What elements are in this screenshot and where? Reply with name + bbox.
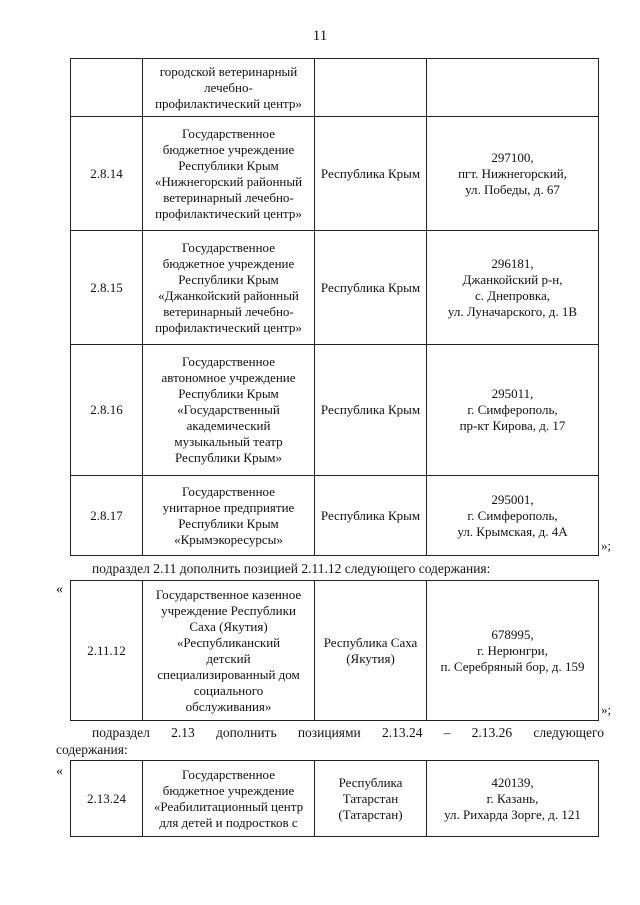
- institution-name-cell: Государственное автономное учреждение Республики Крым «Государственный академический музыкальный театр Республики Крым»: [143, 345, 315, 476]
- institution-name-cell: Государственное бюджетное учреждение Республики Крым «Нижнегорский районный ветеринарный лечебно- профилактический центр»: [143, 117, 315, 231]
- opening-quote: «: [56, 582, 63, 597]
- address-cell: 296181, Джанкойский р-н, с. Днепровка, ул. Луначарского, д. 1В: [427, 231, 599, 345]
- region-cell: Республика Крым: [315, 476, 427, 556]
- table-row: [71, 761, 599, 837]
- table-row: [71, 345, 599, 476]
- amendment-paragraph: подраздел 2.11 дополнить позицией 2.11.12 следующего содержания:: [92, 561, 491, 576]
- region-cell: Республика Крым: [315, 117, 427, 231]
- region-cell: Республика Саха (Якутия): [315, 581, 427, 721]
- closing-quote: »;: [601, 702, 612, 717]
- position-number-cell: [71, 59, 143, 117]
- table-row: [71, 476, 599, 556]
- institutions-table-continued: [70, 58, 599, 556]
- position-number-cell: 2.8.15: [71, 231, 143, 345]
- address-cell: 295011, г. Симферополь, пр-кт Кирова, д. 17: [427, 345, 599, 476]
- address-cell: 420139, г. Казань, ул. Рихарда Зорге, д. 121: [427, 761, 599, 837]
- position-number-cell: 2.11.12: [71, 581, 143, 721]
- amendment-paragraph-continuation: содержания:: [56, 742, 128, 757]
- address-cell: 297100, пгт. Нижнегорский, ул. Победы, д. 67: [427, 117, 599, 231]
- page-number: 11: [312, 28, 328, 44]
- address-cell: 678995, г. Нерюнгри, п. Серебряный бор, д. 159: [427, 581, 599, 721]
- position-number-cell: 2.8.17: [71, 476, 143, 556]
- region-cell: Республика Крым: [315, 231, 427, 345]
- region-cell: Республика Татарстан (Татарстан): [315, 761, 427, 837]
- closing-quote: »;: [601, 538, 612, 553]
- table-row: [71, 117, 599, 231]
- table-row: [71, 231, 599, 345]
- table-row: [71, 581, 599, 721]
- region-cell: Республика Крым: [315, 345, 427, 476]
- amendment-paragraph: подраздел 2.13 дополнить позициями 2.13.24 – 2.13.26 следующего: [92, 725, 604, 740]
- institution-name-cell: городской ветеринарный лечебно- профилактический центр»: [143, 59, 315, 117]
- position-number-cell: 2.13.24: [71, 761, 143, 837]
- opening-quote: «: [56, 764, 63, 779]
- institutions-table-2-11: [70, 580, 599, 721]
- table-row: [71, 59, 599, 117]
- position-number-cell: 2.8.16: [71, 345, 143, 476]
- institution-name-cell: Государственное казенное учреждение Республики Саха (Якутия) «Республиканский детский специализированный дом социального обслуживания»: [143, 581, 315, 721]
- institution-name-cell: Государственное бюджетное учреждение Республики Крым «Джанкойский районный ветеринарный лечебно- профилактический центр»: [143, 231, 315, 345]
- region-cell: [315, 59, 427, 117]
- institutions-table-2-13: [70, 760, 599, 837]
- institution-name-cell: Государственное унитарное предприятие Республики Крым «Крымэкоресурсы»: [143, 476, 315, 556]
- institution-name-cell: Государственное бюджетное учреждение «Реабилитационный центр для детей и подростков с: [143, 761, 315, 837]
- position-number-cell: 2.8.14: [71, 117, 143, 231]
- address-cell: 295001, г. Симферополь, ул. Крымская, д. 4А: [427, 476, 599, 556]
- address-cell: [427, 59, 599, 117]
